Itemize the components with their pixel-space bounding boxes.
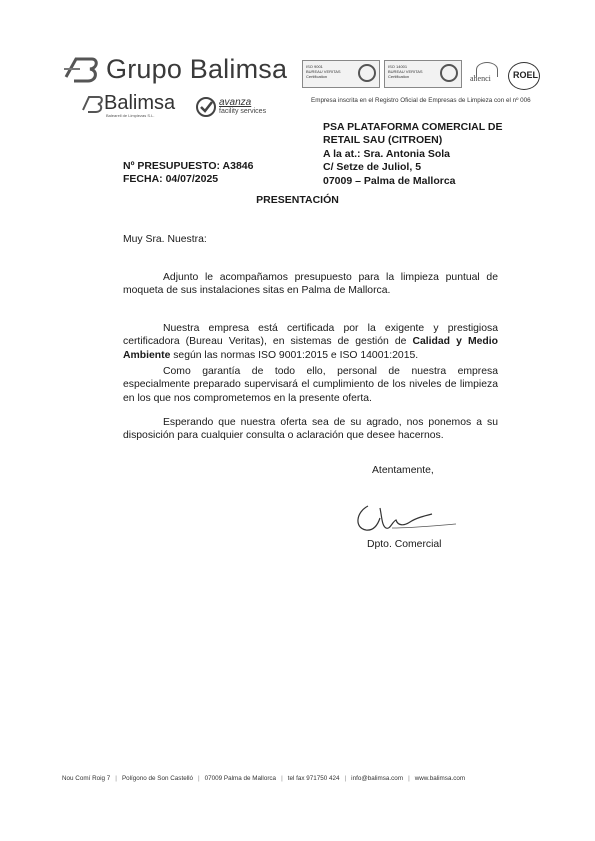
iso9001-cert-badge xyxy=(302,60,380,88)
greeting: Muy Sra. Nuestra: xyxy=(123,234,207,245)
balimsa-logo xyxy=(80,92,175,118)
roel-label: ROEL xyxy=(513,70,539,80)
ahenci-logo xyxy=(468,62,504,86)
recipient-line: A la at.: Sra. Antonia Sola xyxy=(323,147,450,160)
balimsa-name: Balimsa xyxy=(104,92,176,114)
footer-separator: | xyxy=(115,775,117,782)
paragraph-text: Como garantía de todo ello, personal de nuestra empresa especialmente preparado supervisará el cumplimiento de los niveles de limpieza en los que nos comprometemos en la presente oferta. xyxy=(123,366,498,404)
balimsa-tag: Balearell de Limpiezas S.L. xyxy=(106,113,155,118)
cert-label: Certification xyxy=(388,74,410,79)
footer-separator: | xyxy=(281,775,283,782)
department-signature: Dpto. Comercial xyxy=(367,539,442,550)
paragraph-emphasis: Calidad y Medio Ambiente xyxy=(123,336,498,361)
footer-separator: | xyxy=(198,775,200,782)
recipient-line: PSA PLATAFORMA COMERCIAL DE xyxy=(323,121,503,133)
iso14001-cert-badge xyxy=(384,60,462,88)
footer-email[interactable]: info@balimsa.com xyxy=(351,775,404,782)
paragraph-text: según las normas ISO 9001:2015 e ISO 14001:2015. xyxy=(170,349,419,361)
avanza-check-icon xyxy=(195,96,217,118)
footer-web[interactable]: www.balimsa.com xyxy=(414,775,466,782)
footer-area: Polígono de Son Castelló xyxy=(121,775,194,782)
cert-label: Certification xyxy=(306,74,328,79)
recipient-line: C/ Setze de Juliol, 5 xyxy=(323,161,422,174)
cert-label: ISO 14001 xyxy=(388,64,408,69)
avanza-tagline: facility services xyxy=(219,108,267,115)
ahenci-label: ahenci xyxy=(470,74,491,83)
recipient-line: RETAIL SAU (CITROEN) xyxy=(323,134,443,147)
document-title: PRESENTACIÓN xyxy=(256,194,339,206)
footer-phone: tel fax 971750 424 xyxy=(287,775,340,782)
balimsa-logo-mark-icon xyxy=(62,55,100,85)
cert-label: BUREAU VERITAS xyxy=(306,69,341,74)
cert-label: BUREAU VERITAS xyxy=(388,69,423,74)
paragraph xyxy=(123,416,498,443)
bureau-veritas-seal-icon xyxy=(440,64,458,82)
budget-date: FECHA: 04/07/2025 xyxy=(123,173,219,186)
budget-number: Nº PRESUPUESTO: A3846 xyxy=(123,160,254,172)
budget-info xyxy=(123,160,253,187)
avanza-name: avanza xyxy=(219,97,252,108)
paragraph-text: Nuestra empresa está certificada por la exigente y prestigiosa certificadora (Bureau Veritas), en sistemas de gestión de xyxy=(123,323,498,348)
signature-icon xyxy=(352,498,462,538)
footer-separator: | xyxy=(344,775,347,782)
footer-separator: | xyxy=(408,775,410,782)
bureau-veritas-seal-icon xyxy=(358,64,376,82)
registry-note: Empresa inscrita en el Registro Oficial de Empresas de Limpieza con el nº 006 xyxy=(311,97,531,104)
paragraph xyxy=(123,322,498,362)
paragraph xyxy=(123,271,498,298)
group-logo xyxy=(62,54,287,85)
cert-label: ISO 9001 xyxy=(306,64,323,69)
footer-address: Nou Comí Roig 7 xyxy=(62,775,111,782)
balimsa-small-mark-icon xyxy=(80,95,104,115)
paragraph xyxy=(123,365,498,405)
group-name: Grupo Balimsa xyxy=(106,54,288,84)
avanza-logo xyxy=(195,96,266,118)
roel-logo xyxy=(508,62,542,92)
paragraph-text: Adjunto le acompañamos presupuesto para la limpieza puntual de moqueta de sus instalaciones sitas en Palma de Mallorca. xyxy=(123,272,498,297)
footer xyxy=(62,775,465,782)
recipient-line: 07009 – Palma de Mallorca xyxy=(323,174,456,187)
closing: Atentamente, xyxy=(372,465,434,476)
recipient-address xyxy=(323,121,502,188)
paragraph-text: Esperando que nuestra oferta sea de su agrado, nos ponemos a su disposición para cualquier consulta o aclaración que desee hacernos. xyxy=(123,417,498,442)
footer-postal: 07009 Palma de Mallorca xyxy=(204,775,277,782)
